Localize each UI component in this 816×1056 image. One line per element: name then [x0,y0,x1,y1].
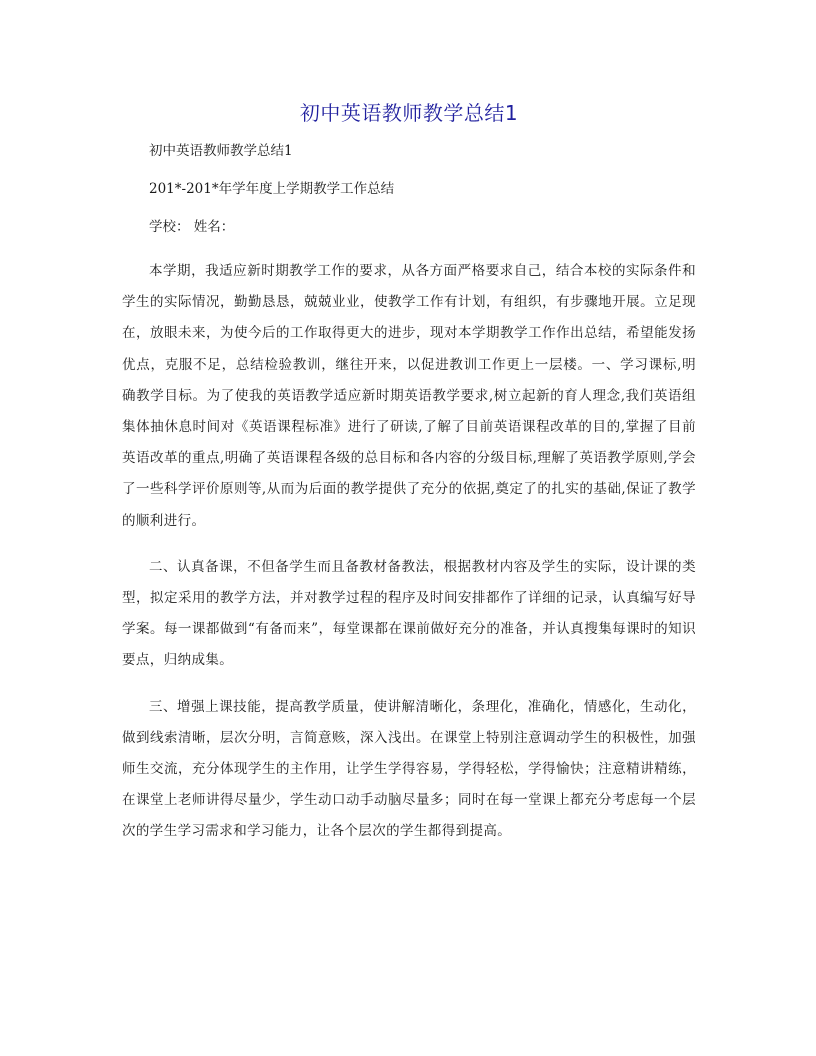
paragraph-teaching-skills: 三、增强上课技能，提高教学质量，使讲解清晰化，条理化，准确化，情感化，生动化，做到线索清晰，层次分明，言简意赅，深入浅出。在课堂上特别注意调动学生的积极性，加强师生交流，充分体现学生的主作用，让学生学得容易，学得轻松，学得愉快；注意精讲精练，在课堂上老师讲得尽量少，学生动口动手动脑尽量多；同时在每一堂课上都充分考虑每一个层次的学生学习需求和学习能力，让各个层次的学生都得到提高。 [122,698,696,840]
term-heading: 201*-201*年学年度上学期教学工作总结 [149,181,395,197]
paragraph-lesson-prep: 二、认真备课，不但备学生而且备教材备教法，根据教材内容及学生的实际，设计课的类型，拟定采用的教学方法，并对教学过程的程序及时间安排都作了详细的记录，认真编写好导学案。每一课都做到“有备而来”，每堂课都在课前做好充分的准备，并认真搜集每课时的知识要点，归纳成集。 [122,558,696,669]
document-subtitle: 初中英语教师教学总结1 [149,143,293,159]
school-name-line: 学校： 姓名： [149,219,235,235]
document-title: 初中英语教师教学总结1 [299,101,519,125]
paragraph-intro: 本学期，我适应新时期教学工作的要求，从各方面严格要求自己，结合本校的实际条件和学生的实际情况，勤勤恳恳，兢兢业业，使教学工作有计划，有组织，有步骤地开展。立足现在，放眼未来，为使今后的工作取得更大的进步，现对本学期教学工作作出总结，希望能发扬优点，克服不足，总结检验教训，继往开来，以促进教训工作更上一层楼。一、学习课标,明确教学目标。为了使我的英语教学适应新时期英语教学要求,树立起新的育人理念,我们英语组集体抽休息时间对《英语课程标准》进行了研读,了解了目前英语课程改革的目的,掌握了目前英语改革的重点,明确了英语课程各级的总目标和各内容的分级目标,理解了英语教学原则,学会了一些科学评价原则等,从而为后面的教学提供了充分的依据,奠定了的扎实的基础,保证了教学的顺利进行。 [122,263,696,529]
